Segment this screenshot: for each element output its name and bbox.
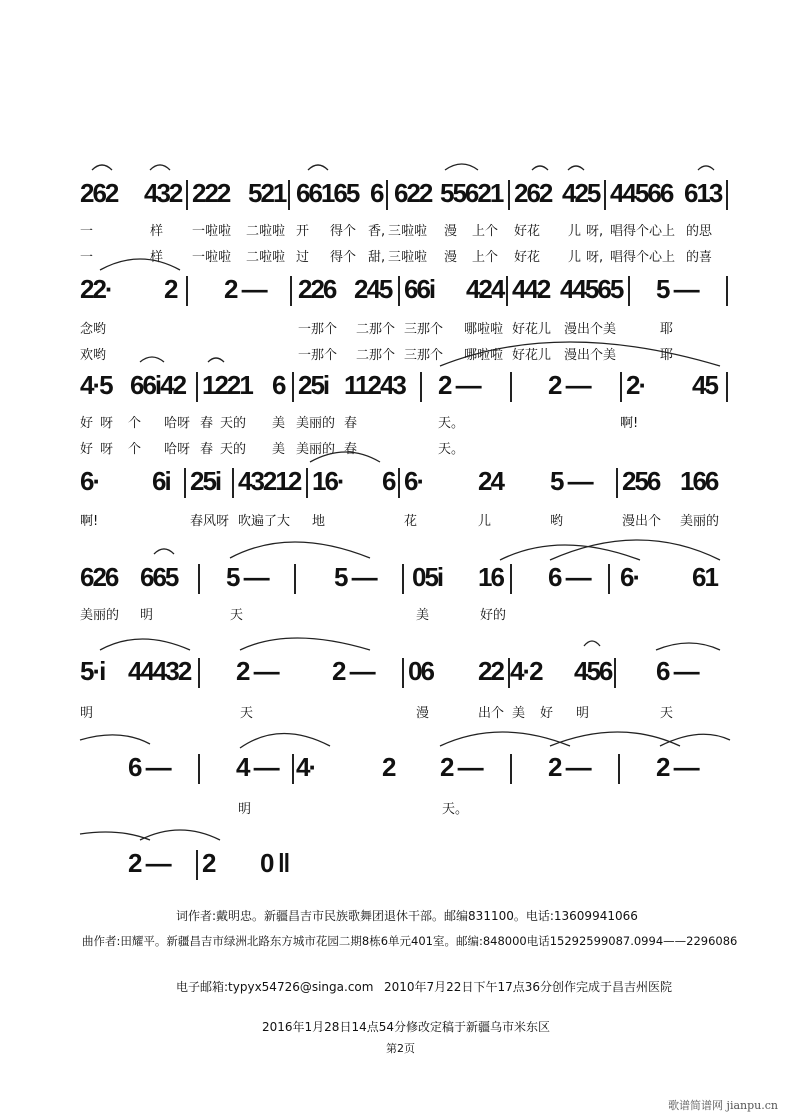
lyric-word: 好 bbox=[80, 416, 94, 431]
lyric-word: 个 bbox=[128, 416, 142, 431]
lyric-word: 漫 bbox=[444, 224, 458, 239]
lyric-word: 呀, bbox=[586, 250, 604, 265]
note-group: 262 bbox=[80, 178, 118, 208]
lyric-word: 好花 bbox=[514, 224, 541, 239]
lyric-word: 天 bbox=[240, 706, 254, 721]
bar-line bbox=[292, 372, 294, 402]
bar-line bbox=[506, 276, 508, 306]
note-group: 45 bbox=[692, 370, 717, 400]
bar-line bbox=[508, 180, 510, 210]
note-group: 2 bbox=[164, 274, 177, 304]
notes-row-6 bbox=[80, 656, 730, 692]
revised-date: 2016年1月28日14点54分修改定稿于新疆乌市米东区 bbox=[262, 1020, 550, 1034]
lyric-word: 一 bbox=[80, 250, 94, 265]
note-group: 5 — bbox=[656, 274, 698, 304]
lyric-word: 三那个 bbox=[404, 322, 444, 337]
note-group: 06 bbox=[408, 656, 433, 686]
note-group: 6 — bbox=[656, 656, 698, 686]
note-group: 456 bbox=[574, 656, 612, 686]
bar-line bbox=[186, 276, 188, 306]
lyric-word: 一那个 bbox=[298, 348, 338, 363]
bar-line bbox=[292, 754, 294, 784]
lyric-line-1 bbox=[80, 510, 730, 528]
lyric-word: 念哟 bbox=[80, 322, 107, 337]
lyric-word: 春 bbox=[344, 416, 358, 431]
lyric-word: 花 bbox=[404, 514, 418, 529]
bar-line bbox=[420, 372, 422, 402]
bar-line bbox=[510, 754, 512, 784]
notes-row-7 bbox=[80, 752, 730, 788]
bar-line bbox=[402, 658, 404, 688]
lyric-word: 呀 bbox=[100, 442, 114, 457]
lyric-word: 美 bbox=[272, 442, 286, 457]
note-group: 5 — bbox=[226, 562, 268, 592]
lyric-word: 上个 bbox=[472, 250, 499, 265]
lyric-line-1 bbox=[80, 220, 730, 238]
lyric-line-1 bbox=[80, 412, 730, 430]
lyric-word: 天的 bbox=[220, 442, 247, 457]
lyric-word: 唱得个心上 bbox=[610, 250, 676, 265]
lyric-word: 明 bbox=[238, 802, 252, 817]
note-group: 665 bbox=[140, 562, 178, 592]
lyric-word: 春 bbox=[200, 442, 214, 457]
notes-row-1 bbox=[80, 178, 730, 214]
bar-line bbox=[198, 564, 200, 594]
note-group: 6i bbox=[152, 466, 170, 496]
lyric-line-1 bbox=[80, 318, 730, 336]
lyric-word: 二啦啦 bbox=[246, 250, 286, 265]
lyric-word: 漫出个美 bbox=[564, 348, 617, 363]
lyric-word: 二啦啦 bbox=[246, 224, 286, 239]
notes-row-5 bbox=[80, 562, 730, 598]
lyric-word: 耶 bbox=[660, 348, 674, 363]
lyric-word: 三啦啦 bbox=[388, 250, 428, 265]
lyric-word: 天。 bbox=[438, 442, 465, 457]
bar-line bbox=[510, 372, 512, 402]
lyric-word: 一啦啦 bbox=[192, 250, 232, 265]
note-group: 2 bbox=[382, 752, 395, 782]
lyric-word: 天 bbox=[230, 608, 244, 623]
note-group: 521 bbox=[248, 178, 286, 208]
note-group: 66i bbox=[404, 274, 435, 304]
note-group: 25i bbox=[190, 466, 221, 496]
lyric-word: 春 bbox=[344, 442, 358, 457]
lyric-word: 地 bbox=[312, 514, 326, 529]
note-group: 25i bbox=[298, 370, 329, 400]
lyric-word: 哈呀 bbox=[164, 442, 191, 457]
bar-line bbox=[510, 564, 512, 594]
watermark: 歌谱简谱网 jianpu.cn bbox=[668, 1099, 778, 1112]
lyric-word: 天 bbox=[660, 706, 674, 721]
bar-line bbox=[726, 372, 728, 402]
note-group: 262 bbox=[514, 178, 552, 208]
note-group: 256 bbox=[622, 466, 660, 496]
page-number: 第2页 bbox=[386, 1042, 415, 1055]
lyric-word: 漫 bbox=[416, 706, 430, 721]
lyric-word: 美 bbox=[512, 706, 526, 721]
notes-row-8 bbox=[80, 848, 730, 884]
note-group: 2 — bbox=[128, 848, 170, 878]
lyric-word: 出个 bbox=[478, 706, 505, 721]
lyric-word: 儿 bbox=[478, 514, 492, 529]
note-group: 2 — bbox=[548, 370, 590, 400]
note-group: 0 ‖ bbox=[260, 848, 289, 878]
lyric-word: 明 bbox=[576, 706, 590, 721]
lyric-word: 好花儿 bbox=[512, 322, 552, 337]
lyric-word: 春 bbox=[200, 416, 214, 431]
bar-line bbox=[288, 180, 290, 210]
lyric-word: 呀 bbox=[100, 416, 114, 431]
lyric-word: 啊! bbox=[620, 416, 639, 431]
lyric-word: 啊! bbox=[80, 514, 99, 529]
lyric-word: 欢哟 bbox=[80, 348, 107, 363]
lyric-word: 一那个 bbox=[298, 322, 338, 337]
email-line: 电子邮箱:typyx54726@singa.com bbox=[176, 980, 374, 994]
lyric-word: 得个 bbox=[330, 224, 357, 239]
lyric-word: 好 bbox=[80, 442, 94, 457]
note-group: 22 bbox=[478, 656, 503, 686]
lyric-word: 上个 bbox=[472, 224, 499, 239]
lyric-word: 二那个 bbox=[356, 348, 396, 363]
lyric-word: 好 bbox=[540, 706, 554, 721]
notes-row-2 bbox=[80, 274, 730, 310]
lyric-word: 好花 bbox=[514, 250, 541, 265]
lyric-word: 美 bbox=[272, 416, 286, 431]
lyric-word: 天的 bbox=[220, 416, 247, 431]
lyric-word: 的思 bbox=[686, 224, 713, 239]
note-group: 5·i bbox=[80, 656, 105, 686]
bar-line bbox=[402, 564, 404, 594]
lyric-word: 天。 bbox=[438, 416, 465, 431]
lyric-word: 甜, bbox=[368, 250, 386, 265]
lyric-word: 天。 bbox=[442, 802, 469, 817]
lyric-word: 三啦啦 bbox=[388, 224, 428, 239]
bar-line bbox=[198, 754, 200, 784]
note-group: 6· bbox=[620, 562, 640, 592]
lyric-word: 哟 bbox=[550, 514, 564, 529]
lyric-word: 样 bbox=[150, 250, 164, 265]
lyric-word: 耶 bbox=[660, 322, 674, 337]
note-group: 6· bbox=[404, 466, 424, 496]
bar-line bbox=[616, 468, 618, 498]
note-group: 22· bbox=[80, 274, 112, 304]
lyric-word: 香, bbox=[368, 224, 386, 239]
lyric-word: 美丽的 bbox=[296, 442, 336, 457]
bar-line bbox=[614, 658, 616, 688]
lyric-word: 美丽的 bbox=[80, 608, 120, 623]
note-group: 43212 bbox=[238, 466, 301, 496]
bar-line bbox=[196, 850, 198, 880]
note-group: 2 — bbox=[236, 656, 278, 686]
note-group: 66165 bbox=[296, 178, 359, 208]
lyric-word: 呀, bbox=[586, 224, 604, 239]
note-group: 16 bbox=[478, 562, 503, 592]
bar-line bbox=[628, 276, 630, 306]
lyric-word: 三那个 bbox=[404, 348, 444, 363]
note-group: 2 — bbox=[440, 752, 482, 782]
note-group: 226 bbox=[298, 274, 336, 304]
lyricist-credit: 词作者:戴明忠。新疆昌吉市民族歌舞团退休干部。邮编831100。电话:13609941066 bbox=[176, 909, 638, 923]
note-group: 425 bbox=[562, 178, 600, 208]
note-group: 166 bbox=[680, 466, 718, 496]
lyric-word: 明 bbox=[140, 608, 154, 623]
bar-line bbox=[608, 564, 610, 594]
lyric-word: 儿 bbox=[568, 250, 582, 265]
note-group: 6 bbox=[272, 370, 285, 400]
lyric-word: 漫 bbox=[444, 250, 458, 265]
lyric-word: 春风呀 bbox=[190, 514, 230, 529]
lyric-word: 二那个 bbox=[356, 322, 396, 337]
bar-line bbox=[186, 180, 188, 210]
bar-line bbox=[618, 754, 620, 784]
bar-line bbox=[398, 276, 400, 306]
note-group: 1221 bbox=[202, 370, 252, 400]
lyric-word: 样 bbox=[150, 224, 164, 239]
bar-line bbox=[398, 468, 400, 498]
note-group: 6 bbox=[382, 466, 395, 496]
lyric-word: 好花儿 bbox=[512, 348, 552, 363]
note-group: 626 bbox=[80, 562, 118, 592]
lyric-word: 漫出个美 bbox=[564, 322, 617, 337]
note-group: 613 bbox=[684, 178, 722, 208]
lyric-word: 哈呀 bbox=[164, 416, 191, 431]
lyric-word: 的喜 bbox=[686, 250, 713, 265]
lyric-line-1 bbox=[80, 604, 730, 622]
lyric-word: 开 bbox=[296, 224, 310, 239]
lyric-word: 哪啦啦 bbox=[464, 322, 504, 337]
note-group: 44565 bbox=[560, 274, 623, 304]
note-group: 4·2 bbox=[510, 656, 542, 686]
note-group: 4·5 bbox=[80, 370, 112, 400]
note-group: 2 — bbox=[438, 370, 480, 400]
note-group: 222 bbox=[192, 178, 230, 208]
note-group: 2 — bbox=[332, 656, 374, 686]
composer-credit: 曲作者:田耀平。新疆昌吉市绿洲北路东方城市花园二期8栋6单元401室。邮编:848000电话15292599087.0994——2296086 bbox=[82, 934, 738, 948]
note-group: 2· bbox=[626, 370, 646, 400]
note-group: 442 bbox=[512, 274, 550, 304]
note-group: 66i42 bbox=[130, 370, 186, 400]
bar-line bbox=[726, 180, 728, 210]
lyric-word: 哪啦啦 bbox=[464, 348, 504, 363]
note-group: 55621 bbox=[440, 178, 503, 208]
note-group: 6· bbox=[80, 466, 100, 496]
note-group: 2 — bbox=[548, 752, 590, 782]
note-group: 61 bbox=[692, 562, 717, 592]
note-group: 4· bbox=[296, 752, 316, 782]
lyric-word: 儿 bbox=[568, 224, 582, 239]
note-group: 2 bbox=[202, 848, 215, 878]
bar-line bbox=[604, 180, 606, 210]
lyric-word: 个 bbox=[128, 442, 142, 457]
bar-line bbox=[386, 180, 388, 210]
lyric-word: 漫出个 bbox=[622, 514, 662, 529]
note-group: 6 bbox=[370, 178, 383, 208]
bar-line bbox=[196, 372, 198, 402]
lyric-word: 过 bbox=[296, 250, 310, 265]
lyric-line-1 bbox=[80, 798, 730, 816]
bar-line bbox=[726, 276, 728, 306]
bar-line bbox=[232, 468, 234, 498]
lyric-word: 好的 bbox=[480, 608, 507, 623]
lyric-line-1 bbox=[80, 702, 730, 720]
note-group: 16· bbox=[312, 466, 344, 496]
note-group: 432 bbox=[144, 178, 182, 208]
bar-line bbox=[294, 564, 296, 594]
note-group: 245 bbox=[354, 274, 392, 304]
note-group: 24 bbox=[478, 466, 503, 496]
bar-line bbox=[620, 372, 622, 402]
note-group: 5 — bbox=[334, 562, 376, 592]
note-group: 44432 bbox=[128, 656, 191, 686]
lyric-word: 美 bbox=[416, 608, 430, 623]
note-group: 44566 bbox=[610, 178, 673, 208]
note-group: 6 — bbox=[548, 562, 590, 592]
note-group: 2 — bbox=[224, 274, 266, 304]
lyric-word: 唱得个心上 bbox=[610, 224, 676, 239]
created-date: 2010年7月22日下午17点36分创作完成于昌吉州医院 bbox=[384, 980, 672, 994]
bar-line bbox=[306, 468, 308, 498]
note-group: 424 bbox=[466, 274, 504, 304]
lyric-word: 美丽的 bbox=[296, 416, 336, 431]
note-group: 11243 bbox=[344, 370, 405, 400]
bar-line bbox=[184, 468, 186, 498]
lyric-word: 一 bbox=[80, 224, 94, 239]
bar-line bbox=[508, 658, 510, 688]
lyric-word: 明 bbox=[80, 706, 94, 721]
notes-row-3 bbox=[80, 370, 730, 406]
note-group: 4 — bbox=[236, 752, 278, 782]
note-group: 5 — bbox=[550, 466, 592, 496]
lyric-word: 得个 bbox=[330, 250, 357, 265]
note-group: 05i bbox=[412, 562, 443, 592]
lyric-word: 美丽的 bbox=[680, 514, 720, 529]
notes-row-4 bbox=[80, 466, 730, 502]
note-group: 622 bbox=[394, 178, 432, 208]
note-group: 2 — bbox=[656, 752, 698, 782]
note-group: 6 — bbox=[128, 752, 170, 782]
bar-line bbox=[198, 658, 200, 688]
lyric-word: 吹遍了大 bbox=[238, 514, 291, 529]
lyric-word: 一啦啦 bbox=[192, 224, 232, 239]
bar-line bbox=[290, 276, 292, 306]
